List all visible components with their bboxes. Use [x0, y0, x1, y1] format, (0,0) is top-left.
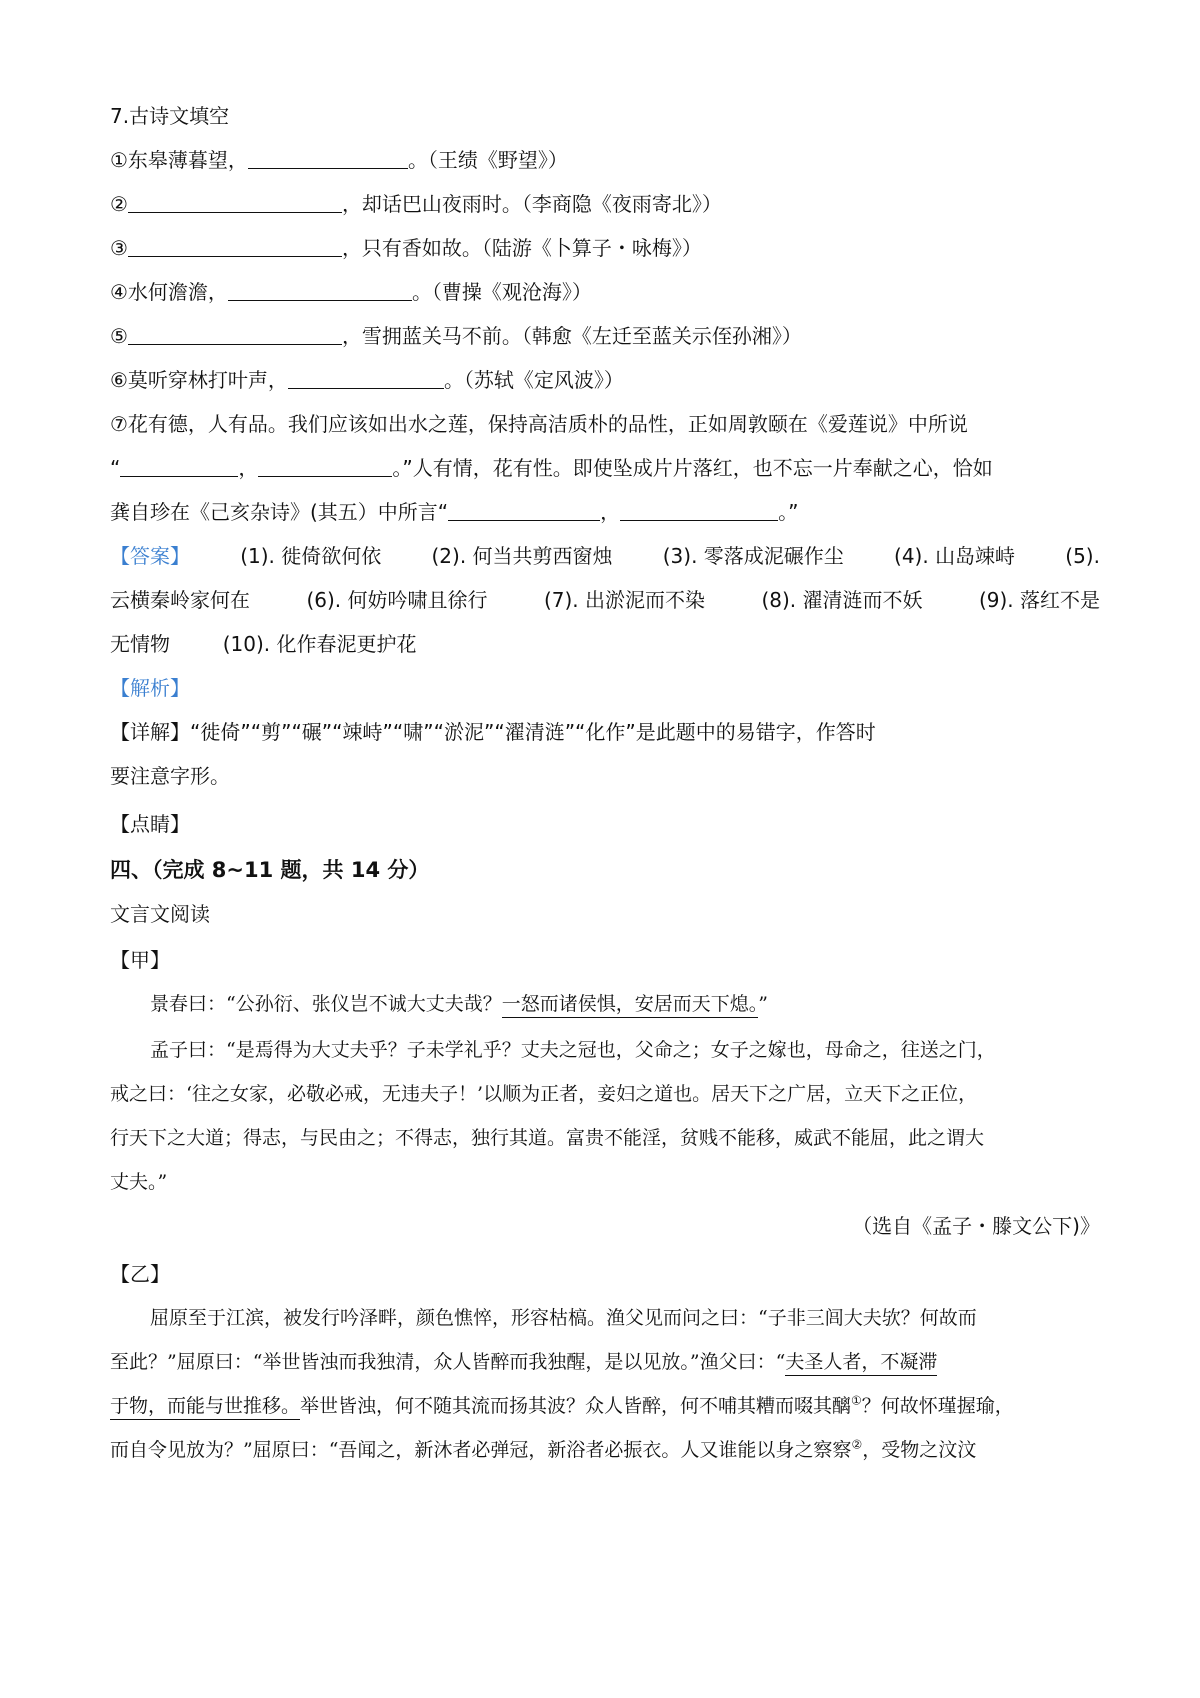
jia-paragraph-1 [110, 982, 1100, 1026]
jia-p2-line-4: 丈夫。” [110, 1171, 168, 1193]
q7-blank-4[interactable] [228, 274, 412, 301]
yi-l4-end: ，受物之汶汶 [862, 1439, 977, 1461]
jia-p2-line-1: 孟子曰：“是焉得为大丈夫乎？子未学礼乎？丈夫之冠也，父命之；女子之嫁也，母命之，往送之门， [150, 1039, 996, 1061]
q7-blank-10[interactable] [620, 494, 778, 521]
q7-blank-6[interactable] [288, 362, 444, 389]
q7-blank-7[interactable] [120, 450, 238, 477]
question-7-title: 7.古诗文填空 [110, 104, 230, 128]
yi-l3-end: ？何故怀瑾握瑜， [861, 1395, 1014, 1417]
answer-5: 云横秦岭家何在 [110, 588, 250, 612]
q7-item-6 [110, 358, 1100, 402]
answer-line-3 [110, 622, 1100, 666]
answer-8: (8). 濯清涟而不妖 [761, 588, 923, 612]
q7-item-1 [110, 138, 1100, 182]
q7-item-5-post: ，雪拥蓝关马不前。（韩愈《左迁至蓝关示侄孙湘》） [341, 324, 802, 348]
footnote-2-marker: ② [851, 1437, 863, 1452]
q7-item-7-text: 。”人有情，花有性。即使坠成片片落红，也不忘一片奉献之心，恰如 [392, 456, 993, 480]
yi-line-1: 屈原至于江滨，被发行吟泽畔，颜色憔悴，形容枯槁。渔父见而问之曰：“子非三闾大夫欤？何故而 [150, 1307, 977, 1329]
quote-close: 。” [778, 500, 799, 524]
yi-line-2 [110, 1340, 1100, 1384]
answer-line-2 [110, 578, 1100, 622]
q7-item-1-post: 。（王绩《野望》） [407, 148, 568, 172]
q7-blank-3[interactable] [128, 230, 342, 257]
detail-line-2: 要注意字形。 [110, 764, 230, 788]
jia-p1-underlined: 一怒而诸侯惧，安居而天下熄。 [502, 993, 759, 1018]
jia-source: （选自《孟子・滕文公下)》 [852, 1214, 1100, 1238]
q7-blank-9[interactable] [448, 494, 600, 521]
q7-item-3-post: ，只有香如故。（陆游《卜算子・咏梅》） [341, 236, 702, 260]
answer-6: (6). 何妨吟啸且徐行 [306, 588, 488, 612]
yi-label: 【乙】 [110, 1262, 170, 1286]
section-4-title: 四、（完成 8~11 题，共 14 分） [110, 858, 430, 882]
answer-line-1 [110, 534, 1100, 578]
q7-item-2 [110, 182, 1100, 226]
answer-7: (7). 出淤泥而不染 [543, 588, 705, 612]
answer-9: (9). 落红不是 [978, 588, 1100, 612]
answer-3: (3). 零落成泥碾作尘 [662, 544, 844, 568]
q7-item-2-post: ，却话巴山夜雨时。（李商隐《夜雨寄北》） [341, 192, 722, 216]
q7-item-4-post: 。（曹操《观沧海》） [411, 280, 592, 304]
q7-item-2-pre: ② [110, 192, 128, 216]
document-body [110, 94, 1100, 1472]
yi-l3-text: 举世皆浊，何不随其流而扬其波？众人皆醉，何不哺其糟而啜其醨 [300, 1395, 852, 1417]
q7-item-5-pre: ⑤ [110, 324, 128, 348]
yi-l2-underlined: 夫圣人者，不凝滞 [785, 1351, 937, 1376]
q7-item-1-pre: ①东皋薄暮望， [110, 148, 248, 172]
jia-p2-line-3: 行天下之大道；得志，与民由之；不得志，独行其道。富贵不能淫，贫贱不能移，威武不能屈，此之谓大 [110, 1127, 985, 1149]
answer-9-cont: 无情物 [110, 632, 170, 656]
answer-5-number: (5). [1065, 544, 1100, 568]
jia-p1-end: ” [758, 993, 768, 1015]
quote-open: “ [110, 456, 121, 480]
answer-4: (4). 山岛竦峙 [894, 544, 1016, 568]
q7-item-5 [110, 314, 1100, 358]
q7-blank-8[interactable] [258, 450, 392, 477]
q7-item-3 [110, 226, 1100, 270]
yi-l3-underlined: 于物，而能与世推移。 [110, 1395, 300, 1420]
section-4-subtitle: 文言文阅读 [110, 902, 210, 926]
comma-2: ， [600, 500, 621, 524]
jia-p1-text: 景春曰：“公孙衍、张仪岂不诚大丈夫哉？ [150, 993, 502, 1015]
q7-blank-5[interactable] [128, 318, 342, 345]
q7-item-7-line-3 [110, 490, 1100, 534]
q7-item-3-pre: ③ [110, 236, 128, 260]
yi-l2-text: 至此？”屈原曰：“举世皆浊而我独清，众人皆醉而我独醒，是以见放。”渔父曰：“ [110, 1351, 786, 1373]
q7-item-4 [110, 270, 1100, 314]
yi-l4-text: 而自令见放为？”屈原曰：“吾闻之，新沐者必弹冠，新浴者必振衣。人又谁能以身之察察 [110, 1439, 852, 1461]
jia-p2-line-2: 戒之曰：‘往之女家，必敬必戒，无违夫子！’以顺为正者，妾妇之道也。居天下之广居，立天下之正位， [110, 1083, 978, 1105]
dianjing-label: 【点睛】 [110, 812, 190, 836]
q7-item-6-pre: ⑥莫听穿林打叶声， [110, 368, 288, 392]
jia-label: 【甲】 [110, 948, 170, 972]
answer-10: (10). 化作春泥更护花 [222, 632, 417, 656]
q7-item-7-text-2: 龚自珍在《己亥杂诗》(其五）中所言“ [110, 500, 449, 524]
analysis-label: 【解析】 [110, 676, 190, 700]
answer-2: (2). 何当共剪西窗烛 [431, 544, 613, 568]
q7-item-7-line-2 [110, 446, 1100, 490]
q7-item-4-pre: ④水何澹澹， [110, 280, 228, 304]
q7-item-6-post: 。（苏轼《定风波》） [443, 368, 624, 392]
detail-line-1: 【详解】“徙倚”“剪”“碾”“竦峙”“啸”“淤泥”“濯清涟”“化作”是此题中的易错字，作答时 [110, 720, 876, 744]
q7-blank-1[interactable] [248, 142, 408, 169]
yi-line-3 [110, 1384, 1100, 1428]
comma: ， [238, 456, 259, 480]
q7-blank-2[interactable] [128, 186, 342, 213]
footnote-1-marker: ① [851, 1393, 862, 1408]
q7-item-7-line-1: ⑦花有德，人有品。我们应该如出水之莲，保持高洁质朴的品性，正如周敦颐在《爱莲说》中所说 [110, 412, 968, 436]
answer-1: (1). 徙倚欲何依 [240, 544, 382, 568]
answer-label: 【答案】 [110, 544, 190, 568]
yi-line-4 [110, 1428, 1100, 1472]
